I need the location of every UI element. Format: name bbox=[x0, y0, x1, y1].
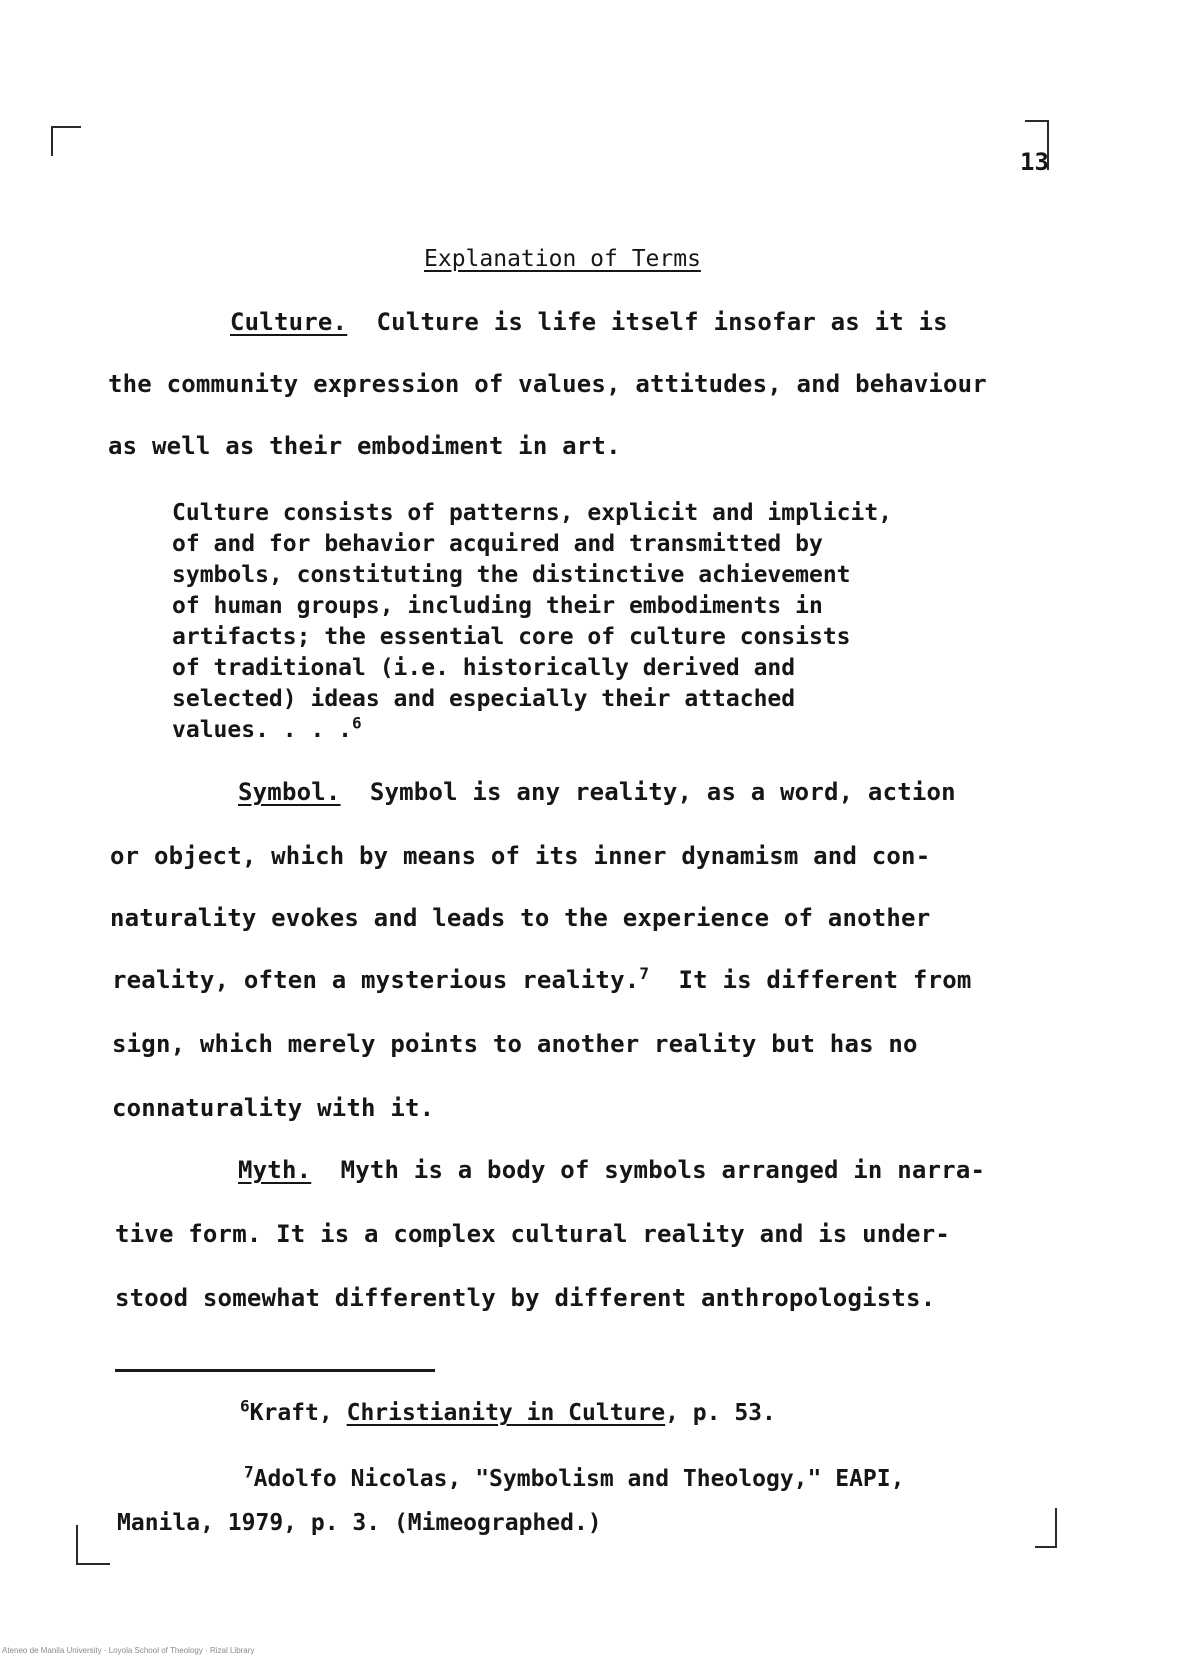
symbol-line-1 bbox=[238, 778, 956, 806]
symbol-line-2: or object, which by means of its inner dynamism and con- bbox=[110, 842, 931, 870]
culture-line-2: the community expression of values, attitudes, and behaviour bbox=[108, 370, 987, 398]
quote-line-7: selected) ideas and especially their attached bbox=[172, 686, 796, 712]
symbol-text-4a: reality, often a mysterious reality. bbox=[112, 966, 640, 994]
myth-line-1 bbox=[238, 1156, 985, 1184]
footnote-separator bbox=[115, 1369, 435, 1372]
footnote-6-rest: , p. 53. bbox=[665, 1400, 776, 1426]
symbol-line-6: connaturality with it. bbox=[112, 1094, 435, 1122]
symbol-line-3: naturality evokes and leads to the experience of another bbox=[110, 904, 931, 932]
crop-mark-bottom-right-v bbox=[1055, 1508, 1057, 1548]
culture-line-3: as well as their embodiment in art. bbox=[108, 432, 621, 460]
symbol-text-4b: It is different from bbox=[678, 966, 972, 994]
quote-line-6: of traditional (i.e. historically derived and bbox=[172, 655, 796, 681]
symbol-line-4 bbox=[112, 966, 972, 994]
footnote-ref-7: 7 bbox=[639, 964, 650, 983]
footnote-6 bbox=[240, 1396, 776, 1426]
footnote-7-number: 7 bbox=[244, 1462, 254, 1482]
crop-mark-bottom-right-h bbox=[1035, 1546, 1057, 1548]
footnote-6-work: Christianity in Culture bbox=[346, 1400, 666, 1426]
footnote-ref-6: 6 bbox=[352, 713, 362, 733]
section-title: Explanation of Terms bbox=[424, 246, 701, 272]
crop-mark-top-left-h bbox=[51, 126, 81, 128]
quote-line-4: of human groups, including their embodiments in bbox=[172, 593, 823, 619]
crop-mark-top-right-h bbox=[1025, 120, 1049, 122]
crop-mark-bottom-left-v bbox=[76, 1525, 78, 1565]
symbol-line-5: sign, which merely points to another reality but has no bbox=[112, 1030, 918, 1058]
myth-text-1: Myth is a body of symbols arranged in narra- bbox=[340, 1156, 986, 1184]
myth-term: Myth. bbox=[238, 1156, 312, 1184]
myth-line-3: stood somewhat differently by different anthropologists. bbox=[115, 1284, 936, 1312]
quote-line-2: of and for behavior acquired and transmitted by bbox=[172, 531, 823, 557]
symbol-text-1: Symbol is any reality, as a word, action bbox=[369, 778, 956, 806]
page-number: 13 bbox=[1020, 148, 1049, 176]
scan-caption: Ateneo de Manila University · Loyola School of Theology · Rizal Library bbox=[2, 1646, 255, 1655]
myth-line-2: tive form. It is a complex cultural reality and is under- bbox=[115, 1220, 951, 1248]
culture-term: Culture. bbox=[230, 308, 348, 336]
footnote-7-text-1: Adolfo Nicolas, "Symbolism and Theology," EAPI, bbox=[253, 1466, 905, 1492]
culture-line-1 bbox=[230, 308, 948, 336]
footnote-6-number: 6 bbox=[240, 1396, 250, 1416]
quote-line-5: artifacts; the essential core of culture consists bbox=[172, 624, 851, 650]
crop-mark-top-left-v bbox=[51, 126, 53, 156]
quote-line-3: symbols, constituting the distinctive achievement bbox=[172, 562, 851, 588]
culture-text-1: Culture is life itself insofar as it is bbox=[376, 308, 948, 336]
symbol-term: Symbol. bbox=[238, 778, 341, 806]
quote-line-8-text: values. . . . bbox=[172, 717, 353, 743]
quote-line-1: Culture consists of patterns, explicit and implicit, bbox=[172, 500, 893, 526]
footnote-7-line-1 bbox=[244, 1462, 905, 1492]
crop-mark-bottom-left-h bbox=[76, 1563, 110, 1565]
footnote-6-author: Kraft, bbox=[249, 1400, 333, 1426]
footnote-7-line-2: Manila, 1979, p. 3. (Mimeographed.) bbox=[117, 1510, 602, 1536]
quote-line-8 bbox=[172, 713, 362, 743]
